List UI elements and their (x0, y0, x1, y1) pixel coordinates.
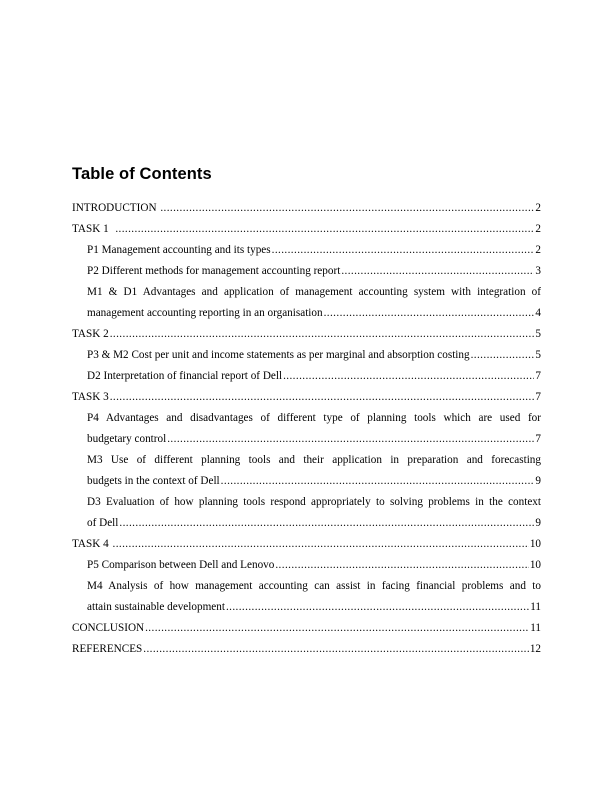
toc-entry-label: D2 Interpretation of financial report of Dell (87, 370, 283, 382)
toc-entry[interactable] (72, 366, 541, 387)
dot-leader (221, 471, 535, 492)
toc-entry-row (87, 303, 541, 324)
toc-page-number: 12 (529, 643, 541, 655)
dot-leader (115, 219, 534, 240)
toc-entry-label: TASK 1 (72, 223, 115, 235)
toc-entry[interactable] (72, 282, 541, 324)
dot-leader (283, 366, 534, 387)
toc-entry[interactable] (72, 534, 541, 555)
dot-leader (226, 597, 529, 618)
toc-page-number: 5 (535, 328, 541, 340)
toc-entry-label: of Dell (87, 517, 119, 529)
toc-entry-row (87, 471, 541, 492)
toc-entry-row (72, 639, 541, 660)
toc-page-number: 2 (535, 202, 541, 214)
toc-entry-label: P5 Comparison between Dell and Lenovo (87, 559, 275, 571)
toc-entry[interactable] (72, 576, 541, 618)
toc-entry[interactable] (72, 345, 541, 366)
toc-entry-text-line: D3 Evaluation of how planning tools respond appropriately to solving problems in the context (87, 496, 541, 508)
toc-entry-row (72, 534, 541, 555)
dot-leader (143, 639, 529, 660)
toc-page-number: 7 (535, 433, 541, 445)
toc-entry-label: CONCLUSION (72, 622, 145, 634)
toc-page-number: 9 (535, 517, 541, 529)
dot-leader (110, 387, 535, 408)
toc-entry-row (87, 240, 541, 261)
toc-entry-row (87, 261, 541, 282)
toc-entry-label: management accounting reporting in an organisation (87, 307, 323, 319)
table-of-contents (72, 198, 541, 660)
toc-page-number: 3 (535, 265, 541, 277)
toc-page-number: 10 (529, 538, 541, 550)
toc-entry-row (87, 597, 541, 618)
toc-entry-text-line: M3 Use of different planning tools and their application in preparation and forecasting (87, 454, 541, 466)
toc-page-number: 10 (529, 559, 541, 571)
toc-page-number: 11 (530, 601, 541, 613)
toc-entry-label: TASK 2 (72, 328, 109, 340)
dot-leader (341, 261, 534, 282)
toc-entry[interactable] (72, 639, 541, 660)
toc-page-number: 5 (535, 349, 541, 361)
toc-entry[interactable] (72, 387, 541, 408)
toc-entry[interactable] (72, 198, 541, 219)
toc-entry[interactable] (72, 219, 541, 240)
toc-entry-label: P1 Management accounting and its types (87, 244, 271, 256)
toc-entry-label: budgets in the context of Dell (87, 475, 220, 487)
toc-entry-row (72, 324, 541, 345)
toc-entry-row (72, 387, 541, 408)
dot-leader (119, 513, 534, 534)
toc-entry-row (72, 198, 541, 219)
toc-entry-text-line: M1 & D1 Advantages and application of management accounting system with integration of (87, 286, 541, 298)
toc-entry-row (87, 366, 541, 387)
toc-entry[interactable] (72, 555, 541, 576)
toc-entry-label: TASK 4 (72, 538, 112, 550)
dot-leader (167, 429, 534, 450)
toc-entry[interactable] (72, 450, 541, 492)
dot-leader (110, 324, 535, 345)
toc-entry-row (87, 345, 541, 366)
toc-page-number: 7 (535, 370, 541, 382)
toc-entry[interactable] (72, 618, 541, 639)
toc-entry-row (87, 513, 541, 534)
dot-leader (145, 618, 529, 639)
toc-entry[interactable] (72, 240, 541, 261)
toc-entry-label: INTRODUCTION (72, 202, 160, 214)
toc-page-number: 9 (535, 475, 541, 487)
toc-entry[interactable] (72, 261, 541, 282)
dot-leader (272, 240, 535, 261)
toc-entry-label: budgetary control (87, 433, 167, 445)
dot-leader (275, 555, 528, 576)
toc-entry-label: P2 Different methods for management accounting report (87, 265, 341, 277)
toc-page-number: 2 (535, 244, 541, 256)
dot-leader (471, 345, 535, 366)
dot-leader (113, 534, 529, 555)
toc-entry[interactable] (72, 492, 541, 534)
toc-page-number: 7 (535, 391, 541, 403)
toc-page-number: 2 (535, 223, 541, 235)
dot-leader (324, 303, 535, 324)
toc-entry-row (72, 219, 541, 240)
toc-entry[interactable] (72, 408, 541, 450)
toc-entry-label: REFERENCES (72, 643, 143, 655)
toc-title: Table of Contents (72, 165, 212, 183)
dot-leader (160, 198, 534, 219)
toc-page-number: 4 (535, 307, 541, 319)
toc-entry-label: P3 & M2 Cost per unit and income statements as per marginal and absorption costing (87, 349, 470, 361)
toc-entry[interactable] (72, 324, 541, 345)
toc-entry-text-line: P4 Advantages and disadvantages of different type of planning tools which are used for (87, 412, 541, 424)
toc-entry-text-line: M4 Analysis of how management accounting can assist in facing financial problems and to (87, 580, 541, 592)
toc-entry-label: attain sustainable development (87, 601, 225, 613)
toc-entry-row (87, 555, 541, 576)
toc-entry-row (87, 429, 541, 450)
toc-entry-label: TASK 3 (72, 391, 109, 403)
toc-entry-row (72, 618, 541, 639)
toc-page-number: 11 (530, 622, 541, 634)
